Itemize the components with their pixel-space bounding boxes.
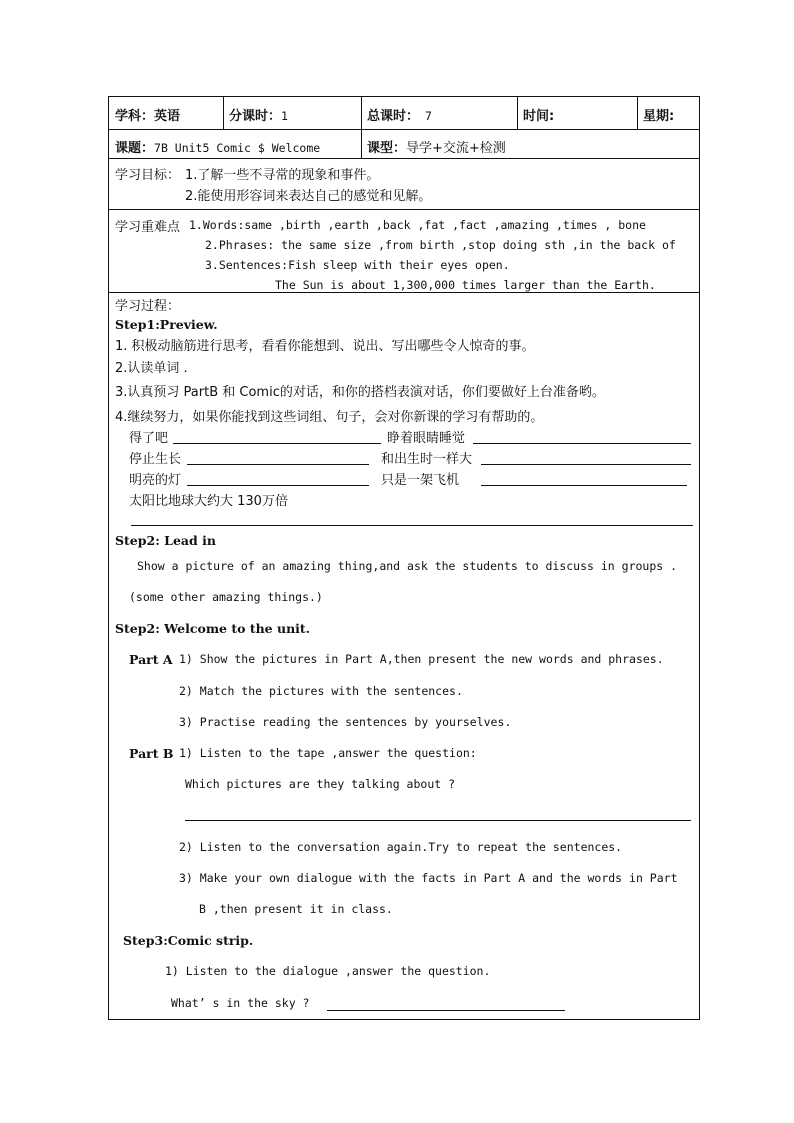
time-label: 时间: (523, 109, 555, 124)
lesson-type-field (367, 137, 506, 156)
subject-value: 英语 (154, 109, 181, 124)
total-label: 总课时： (367, 109, 420, 124)
phrase-5-blank[interactable] (187, 485, 369, 486)
topic-label: 课题： (115, 141, 155, 156)
part-b-answer-blank[interactable] (185, 820, 691, 821)
step1-item-4: 4.继续努力，如果你能找到这些词组、句子，会对你新课的学习有帮助的。 (115, 410, 544, 425)
step3-title: Step3:Comic strip. (123, 933, 254, 948)
part-b-label: Part B (129, 746, 174, 761)
part-b-question: Which pictures are they talking about ? (185, 777, 456, 791)
step3-answer-blank[interactable] (327, 1010, 565, 1011)
lesson-type-label: 课型： (367, 141, 407, 156)
part-b-step-3b: B ,then present it in class. (199, 902, 393, 916)
goals-label: 学习目标： (115, 168, 181, 183)
part-a-step-2: 2) Match the pictures with the sentences. (179, 684, 463, 698)
keypoints-sentences: 3.Sentences:Fish sleep with their eyes open. (205, 258, 510, 272)
phrase-6-blank[interactable] (481, 485, 687, 486)
goal-item-2: 2.能使用形容词来表达自己的感觉和见解。 (185, 189, 432, 204)
step3-question: What’ s in the sky ? (171, 996, 310, 1010)
header-row (109, 97, 699, 130)
total-value: 7 (425, 109, 432, 123)
part-a-step-1: 1) Show the pictures in Part A,then present the new words and phrases. (179, 652, 664, 666)
period-field (229, 105, 288, 124)
lesson-plan-table (108, 96, 700, 1020)
phrase-4: 和出生时一样大 (381, 452, 473, 467)
phrase-3-blank[interactable] (187, 464, 369, 465)
subject-label: 学科： (115, 109, 155, 124)
phrase-5: 明亮的灯 (129, 473, 182, 488)
topic-value: 7B Unit5 Comic $ Welcome (154, 141, 321, 155)
goals-row (109, 159, 699, 210)
leadin-line-1: Show a picture of an amazing thing,and ask the students to discuss in groups . (137, 559, 678, 573)
keypoints-row (109, 210, 699, 293)
process-label: 学习过程： (115, 299, 181, 314)
step2-welcome-title: Step2: Welcome to the unit. (115, 621, 311, 636)
lesson-type-value: 导学+交流+检测 (406, 141, 506, 156)
phrase-7-blank[interactable] (131, 525, 693, 526)
goal-item-1: 1.了解一些不寻常的现象和事件。 (185, 168, 380, 183)
step1-title: Step1:Preview. (115, 317, 218, 332)
step1-item-3: 3.认真预习 PartB 和 Comic的对话，和你的搭档表演对话，你们要做好上台准备哟。 (115, 385, 605, 400)
topic-row (109, 130, 699, 159)
step1-item-2: 2.认读单词 . (115, 361, 188, 376)
part-a-step-3: 3) Practise reading the sentences by yourselves. (179, 715, 512, 729)
part-b-step-1: 1) Listen to the tape ,answer the question: (179, 746, 477, 760)
subject-field (115, 105, 180, 124)
phrase-2: 睁着眼睛睡觉 (387, 431, 466, 446)
total-field (367, 105, 432, 124)
period-label: 分课时： (229, 109, 282, 124)
phrase-2-blank[interactable] (473, 443, 691, 444)
phrase-6: 只是一架飞机 (381, 473, 460, 488)
phrase-3: 停止生长 (129, 452, 182, 467)
phrase-7: 太阳比地球大约大 130万倍 (129, 494, 288, 509)
part-b-step-2: 2) Listen to the conversation again.Try to repeat the sentences. (179, 840, 623, 854)
phrase-4-blank[interactable] (481, 464, 691, 465)
phrase-1-blank[interactable] (173, 443, 381, 444)
period-value: 1 (281, 109, 288, 123)
process-section (109, 293, 699, 1019)
keypoints-label: 学习重难点 (115, 220, 181, 235)
keypoints-phrases: 2.Phrases: the same size ,from birth ,stop doing sth ,in the back of (205, 238, 676, 252)
step2-leadin-title: Step2: Lead in (115, 533, 216, 548)
keypoints-sentence-2: The Sun is about 1,300,000 times larger than the Earth. (275, 278, 656, 292)
weekday-label: 星期: (643, 109, 675, 124)
step3-item-1: 1) Listen to the dialogue ,answer the question. (165, 964, 491, 978)
part-a-label: Part A (129, 652, 173, 667)
topic-field (115, 137, 320, 156)
leadin-line-2: (some other amazing things.) (129, 590, 323, 604)
part-b-step-3a: 3) Make your own dialogue with the facts in Part A and the words in Part (179, 871, 678, 885)
phrase-1: 得了吧 (129, 431, 169, 446)
keypoints-words: 1.Words:same ,birth ,earth ,back ,fat ,fact ,amazing ,times , bone (189, 218, 646, 232)
step1-item-1: 1. 积极动脑筋进行思考，看看你能想到、说出、写出哪些令人惊奇的事。 (115, 339, 535, 354)
